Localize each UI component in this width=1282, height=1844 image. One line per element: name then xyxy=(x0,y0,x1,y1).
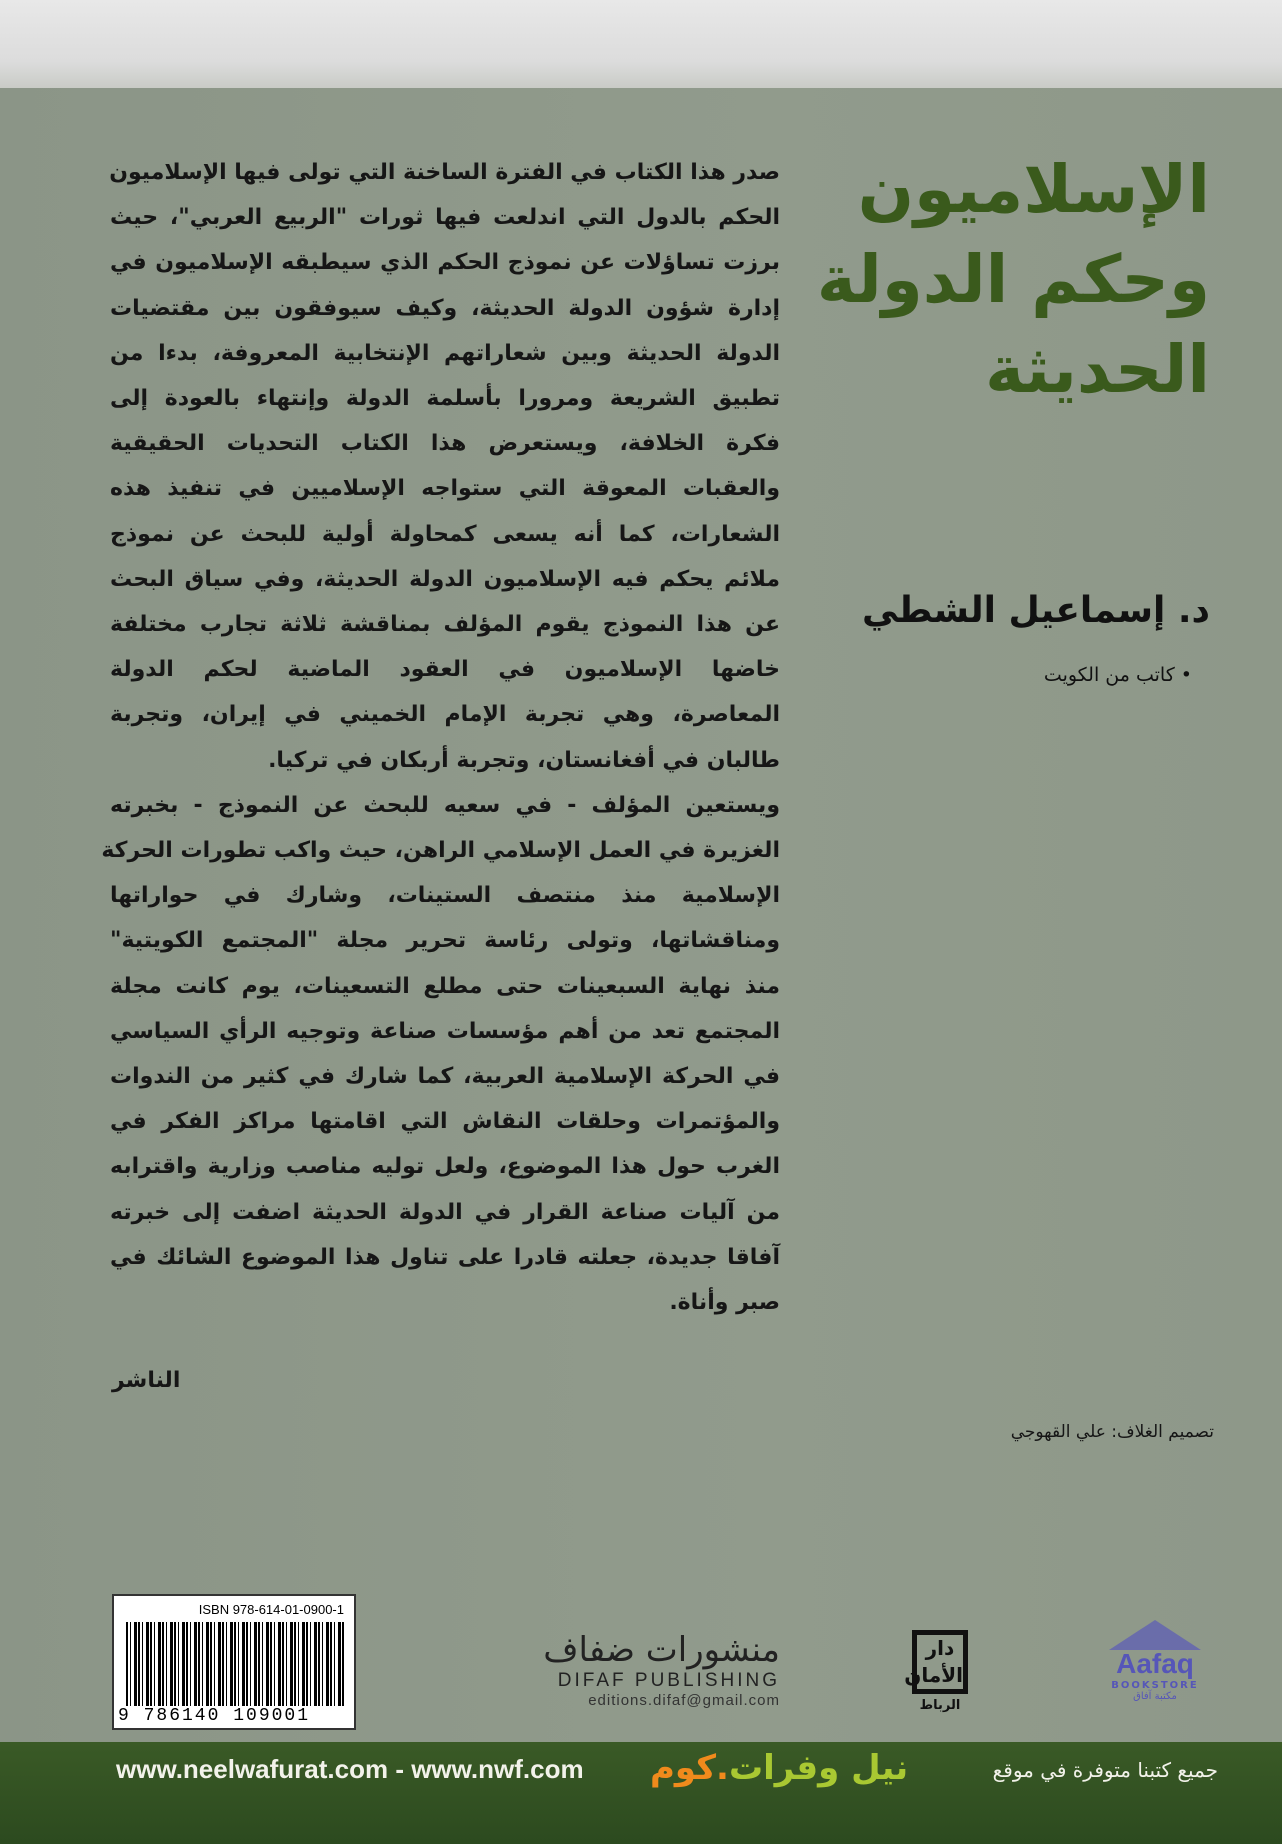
aafaq-logo xyxy=(1090,1620,1220,1702)
isbn-label: ISBN 978-614-01-0900-1 xyxy=(198,1602,344,1617)
difaf-logo xyxy=(540,1630,780,1709)
author-note: • كاتب من الكويت xyxy=(1043,664,1192,686)
dar-alaman-city: الرباط xyxy=(919,1698,961,1713)
dar-alaman-logo xyxy=(895,1630,985,1713)
blurb-line: طالبان في أفغانستان، وتجربة أربكان في تركيا. xyxy=(268,747,780,773)
blurb-line: برزت تساؤلات عن نموذج الحكم الذي سيطبقه الإسلاميون في xyxy=(110,250,780,276)
blurb-line: آفاقا جديدة، جعلته قادرا على تناول هذا الموضوع الشائك في xyxy=(110,1244,780,1270)
blurb-line: ملائم يحكم فيه الإسلاميون الدولة الحديثة، وفي سياق البحث xyxy=(110,566,780,592)
difaf-arabic: منشورات ضفاف xyxy=(543,1630,780,1670)
isbn-barcode xyxy=(112,1594,356,1730)
blurb-line: المعاصرة، وهي تجربة الإمام الخميني في إيران، وتجربة xyxy=(110,702,780,728)
aafaq-name: Aafaq xyxy=(1116,1648,1194,1679)
blurb-line: الإسلامية منذ منتصف الستينات، وشارك في حواراتها xyxy=(110,883,780,909)
nwf-brand xyxy=(650,1748,908,1788)
author-name: د. إسماعيل الشطي xyxy=(861,590,1210,631)
footer-urls: www.neelwafurat.com - www.nwf.com xyxy=(116,1754,584,1784)
publisher-signature: الناشر xyxy=(112,1368,181,1393)
cover-design-credit: تصميم الغلاف: علي القهوجي xyxy=(1010,1422,1214,1442)
blurb-line: الغزيرة في العمل الإسلامي الراهن، حيث واكب تطورات الحركة xyxy=(101,838,780,864)
blurb-line: ومناقشاتها، وتولى رئاسة تحرير مجلة "المجتمع الكويتية" xyxy=(110,928,780,954)
difaf-english: DIFAF PUBLISHING xyxy=(557,1670,780,1691)
barcode-number: 9 786140 109001 xyxy=(118,1706,354,1726)
book-title xyxy=(817,145,1210,415)
aafaq-sub: BOOKSTORE xyxy=(1111,1680,1199,1691)
blurb-text xyxy=(101,150,780,1325)
house-icon xyxy=(1109,1620,1201,1650)
blurb-line: الغرب حول هذا الموضوع، ولعل توليه مناصب وزارية واقترابه xyxy=(110,1154,780,1180)
barcode-bars xyxy=(126,1622,346,1708)
blurb-line: عن هذا النموذج يقوم المؤلف بمناقشة ثلاثة تجارب مختلفة xyxy=(110,612,780,638)
blurb-line: المجتمع تعد من أهم مؤسسات صناعة وتوجيه الرأي السياسي xyxy=(110,1018,780,1044)
blurb-line: في الحركة الإسلامية العربية، كما شارك في كثير من الندوات xyxy=(110,1064,780,1090)
title-line: الحديثة xyxy=(985,331,1210,408)
difaf-email: editions.difaf@gmail.com xyxy=(588,1692,780,1709)
blurb-line: فكرة الخلافة، ويستعرض هذا الكتاب التحديات الحقيقية xyxy=(110,431,780,457)
blurb-line: خاضها الإسلاميون في العقود الماضية لحكم الدولة xyxy=(110,657,780,683)
blurb-line: منذ نهاية السبعينات حتى مطلع التسعينات، يوم كانت مجلة xyxy=(110,973,780,999)
footer-band xyxy=(0,1742,1282,1844)
availability-text: جميع كتبنا متوفرة في موقع xyxy=(992,1758,1218,1782)
blurb-line: تطبيق الشريعة ومرورا بأسلمة الدولة وإنتهاء بالعودة إلى xyxy=(110,386,780,412)
blurb-line: من آليات صناعة القرار في الدولة الحديثة اضفت إلى خبرته xyxy=(110,1199,780,1225)
blurb-line: الحكم بالدول التي اندلعت فيها ثورات "الربيع العربي"، حيث xyxy=(110,205,780,231)
title-line: الإسلاميون xyxy=(857,151,1210,228)
blurb-line: ويستعين المؤلف - في سعيه للبحث عن النموذج - بخبرته xyxy=(110,792,780,818)
blurb-line: صبر وأناة. xyxy=(669,1290,780,1316)
blurb-line: الدولة الحديثة وبين شعاراتهم الإنتخابية المعروفة، بدءا من xyxy=(110,340,780,366)
blurb-line: إدارة شؤون الدولة الحديثة، وكيف سيوفقون بين مقتضيات xyxy=(110,295,780,321)
scan-top-margin xyxy=(0,0,1282,88)
title-line: وحكم الدولة xyxy=(816,241,1210,318)
blurb-line: الشعارات، كما أنه يسعى كمحاولة أولية للبحث عن نموذج xyxy=(110,521,780,547)
blurb-line: والمؤتمرات وحلقات النقاش التي اقامتها مراكز الفكر في xyxy=(110,1109,780,1135)
brand-green: نيل وفرات xyxy=(728,1748,909,1788)
blurb-line: صدر هذا الكتاب في الفترة الساخنة التي تولى فيها الإسلاميون xyxy=(109,160,780,185)
blurb-line: والعقبات المعوقة التي ستواجه الإسلاميين في تنفيذ هذه xyxy=(110,476,780,502)
brand-orange: .كوم xyxy=(650,1748,729,1788)
aafaq-arabic: مكتبة آفاق xyxy=(1133,1691,1177,1702)
dar-alaman-name: دار الأمان xyxy=(912,1630,968,1694)
